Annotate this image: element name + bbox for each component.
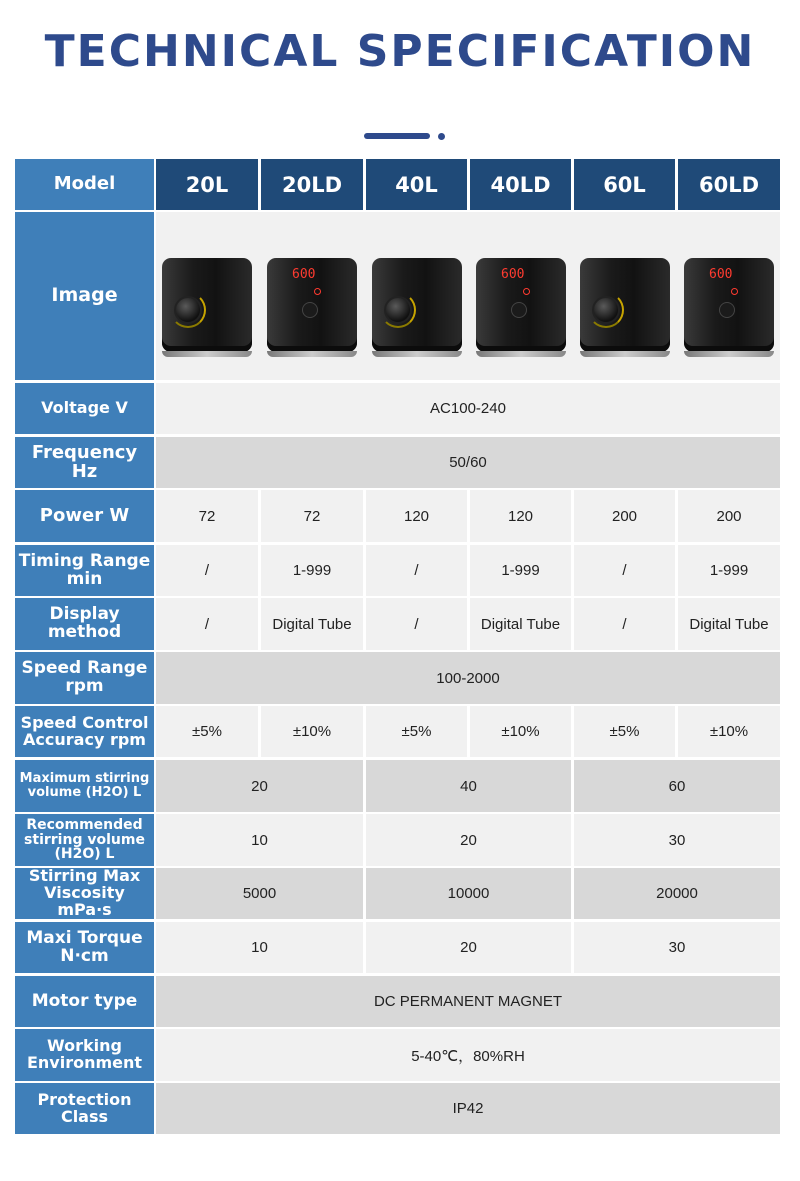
product-image-20ld: [267, 258, 357, 352]
control-knob-icon: [719, 302, 735, 318]
power-indicator-icon: [523, 288, 530, 295]
row-label-accuracy: Speed Control Accuracy rpm: [15, 706, 154, 757]
power-value: 200: [678, 490, 780, 542]
power-value: 72: [261, 490, 363, 542]
motor-value: DC PERMANENT MAGNET: [156, 976, 780, 1027]
power-value: 200: [574, 490, 675, 542]
speed-value: 100-2000: [156, 652, 780, 704]
timing-value: /: [366, 545, 467, 596]
row-label-image: Image: [15, 212, 154, 380]
timing-value: 1-999: [261, 545, 363, 596]
accuracy-value: ±10%: [470, 706, 571, 757]
torque-value: 20: [366, 922, 571, 973]
row-label-frequency: Frequency Hz: [15, 437, 154, 488]
control-knob-icon: [511, 302, 527, 318]
accuracy-value: ±5%: [366, 706, 467, 757]
display-value: Digital Tube: [678, 598, 780, 650]
row-label-timing: Timing Range min: [15, 545, 154, 596]
speed-knob-icon: [174, 296, 202, 324]
model-header-60l: 60L: [574, 159, 675, 210]
display-value: /: [366, 598, 467, 650]
page-title: TECHNICAL SPECIFICATION: [44, 26, 756, 77]
title-underline-dot: [438, 133, 445, 140]
viscosity-value: 10000: [366, 868, 571, 919]
environment-value: 5-40℃，80%RH: [156, 1029, 780, 1081]
row-label-display: Display method: [15, 598, 154, 650]
viscosity-value: 5000: [156, 868, 363, 919]
max-stirring-value: 60: [574, 760, 780, 812]
title-underline-bar: [364, 133, 430, 139]
viscosity-value: 20000: [574, 868, 780, 919]
rec-stirring-value: 30: [574, 814, 780, 866]
row-label-environment: Working Environment: [15, 1029, 154, 1081]
timing-value: 1-999: [678, 545, 780, 596]
model-header-20l: 20L: [156, 159, 258, 210]
display-value: Digital Tube: [470, 598, 571, 650]
product-image-60ld: [684, 258, 774, 352]
row-label-viscosity: Stirring Max Viscosity mPa·s: [15, 868, 154, 919]
control-knob-icon: [302, 302, 318, 318]
led-display-readout: 600: [292, 267, 316, 282]
led-display-readout: 600: [501, 267, 525, 282]
led-display-readout: 600: [709, 267, 733, 282]
timing-value: /: [574, 545, 675, 596]
display-value: /: [156, 598, 258, 650]
accuracy-value: ±10%: [678, 706, 780, 757]
power-value: 120: [470, 490, 571, 542]
protection-value: IP42: [156, 1083, 780, 1134]
voltage-value: AC100-240: [156, 383, 780, 434]
power-value: 120: [366, 490, 467, 542]
row-label-model: Model: [15, 159, 154, 210]
row-label-rec-stirring: Recommended stirring volume (H2O) L: [15, 814, 154, 866]
max-stirring-value: 20: [156, 760, 363, 812]
power-indicator-icon: [731, 288, 738, 295]
product-image-20l: [162, 258, 252, 352]
row-label-power: Power W: [15, 490, 154, 542]
frequency-value: 50/60: [156, 437, 780, 488]
power-indicator-icon: [314, 288, 321, 295]
row-label-max-stirring: Maximum stirring volume (H2O) L: [15, 760, 154, 812]
speed-knob-icon: [384, 296, 412, 324]
timing-value: /: [156, 545, 258, 596]
max-stirring-value: 40: [366, 760, 571, 812]
model-header-20ld: 20LD: [261, 159, 363, 210]
display-value: /: [574, 598, 675, 650]
accuracy-value: ±10%: [261, 706, 363, 757]
timing-value: 1-999: [470, 545, 571, 596]
product-image-60l: [580, 258, 670, 352]
display-value: Digital Tube: [261, 598, 363, 650]
row-label-protection: Protection Class: [15, 1083, 154, 1134]
power-value: 72: [156, 490, 258, 542]
torque-value: 10: [156, 922, 363, 973]
product-image-40ld: [476, 258, 566, 352]
accuracy-value: ±5%: [156, 706, 258, 757]
rec-stirring-value: 20: [366, 814, 571, 866]
row-label-motor: Motor type: [15, 976, 154, 1027]
speed-knob-icon: [592, 296, 620, 324]
row-label-speed: Speed Range rpm: [15, 652, 154, 704]
accuracy-value: ±5%: [574, 706, 675, 757]
model-header-60ld: 60LD: [678, 159, 780, 210]
row-label-torque: Maxi Torque N·cm: [15, 922, 154, 973]
torque-value: 30: [574, 922, 780, 973]
row-label-voltage: Voltage V: [15, 383, 154, 434]
model-header-40l: 40L: [366, 159, 467, 210]
rec-stirring-value: 10: [156, 814, 363, 866]
product-image-40l: [372, 258, 462, 352]
model-header-40ld: 40LD: [470, 159, 571, 210]
